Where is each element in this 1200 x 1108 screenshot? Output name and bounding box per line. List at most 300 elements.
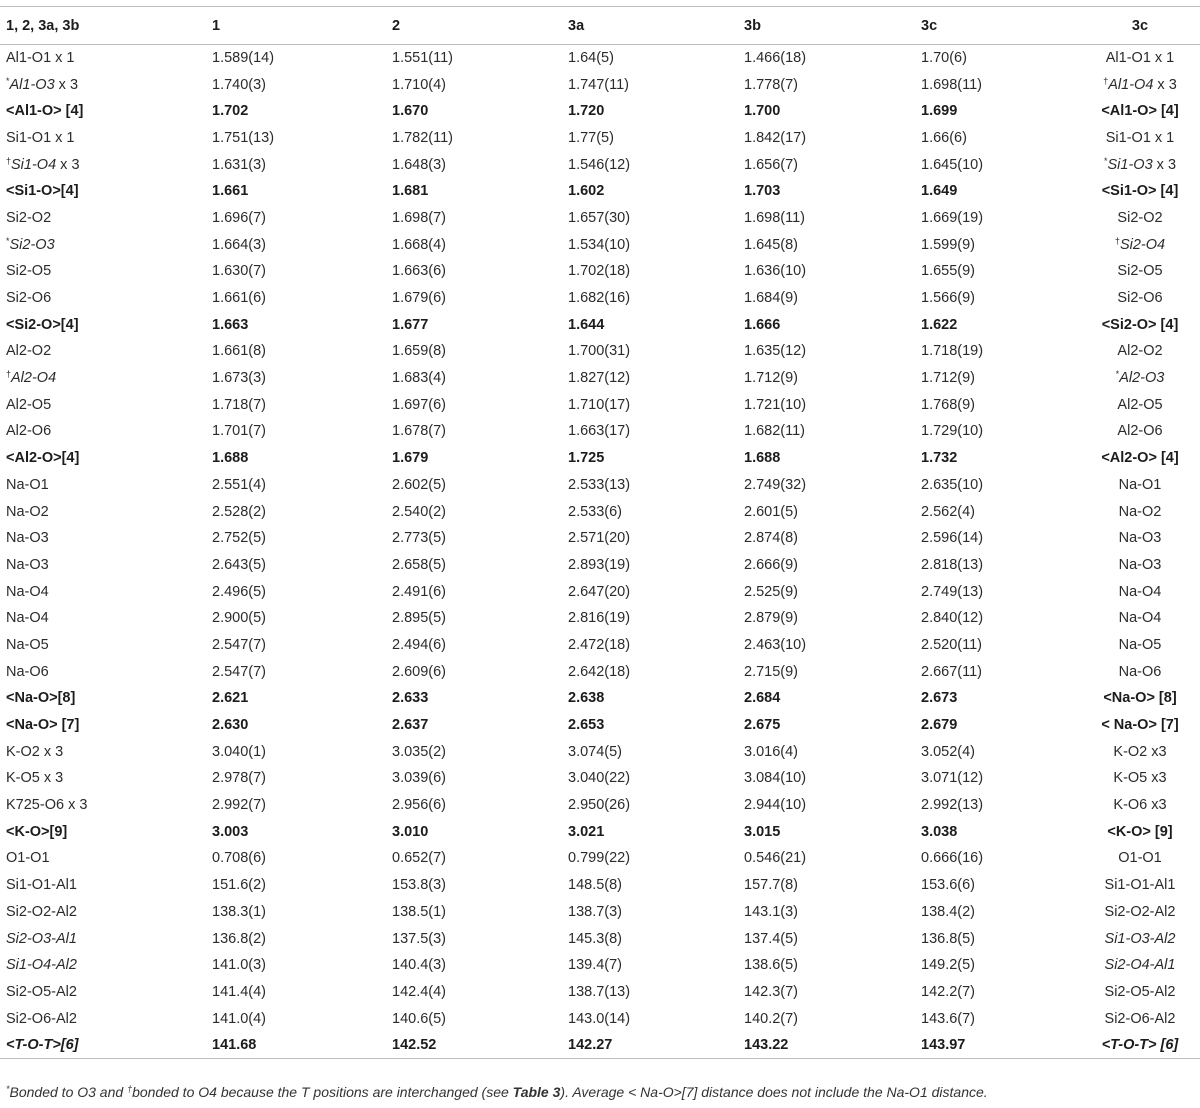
row-label-3c — [1080, 818, 1200, 845]
table-row — [0, 418, 1200, 445]
row-label-3c — [1080, 979, 1200, 1006]
table-row — [0, 685, 1200, 712]
label-text: <Si1-O> [4] — [1101, 183, 1179, 200]
value-cell: 1.664(3) — [212, 236, 267, 253]
value-cell: 2.601(5) — [744, 503, 799, 520]
table-row — [0, 899, 1200, 926]
label-text: <Al1-O> [4] — [6, 103, 84, 120]
value-cell: 157.7(8) — [744, 877, 799, 894]
table-row — [0, 845, 1200, 872]
table-row — [0, 258, 1200, 285]
row-label — [0, 845, 206, 872]
row-label — [0, 45, 206, 72]
footnote-text: bonded to O4 because the T positions are interchanged (see — [132, 1084, 513, 1100]
value-cell: 2.992(13) — [921, 797, 984, 814]
row-label — [0, 472, 206, 499]
table-row — [0, 1005, 1200, 1032]
label-text: Si1-O1 x 1 — [6, 129, 75, 146]
value-cell: 148.5(8) — [568, 877, 623, 894]
value-cell: 2.472(18) — [568, 636, 631, 653]
value-cell: 1.701(7) — [212, 423, 267, 440]
value-cell: 2.547(7) — [212, 663, 267, 680]
table-row — [0, 658, 1200, 685]
label-text: Si2-O3 — [9, 236, 55, 253]
value-cell: 1.546(12) — [568, 156, 631, 173]
label-text: <Al2-O>[4] — [6, 450, 80, 467]
value-cell: 138.5(1) — [392, 903, 447, 920]
label-text: Si2-O5-Al2 — [6, 983, 77, 1000]
label-text: Si1-O1-Al1 — [6, 877, 77, 894]
value-cell: 137.4(5) — [744, 930, 799, 947]
value-cell: 1.670 — [392, 103, 429, 120]
label-text: <Al2-O> [4] — [1101, 450, 1179, 467]
value-cell: 1.663(6) — [392, 263, 447, 280]
value-cell: 0.546(21) — [744, 850, 807, 867]
row-label-3c — [1080, 658, 1200, 685]
value-cell: 143.22 — [738, 1032, 915, 1059]
label-text: Al1-O4 — [1108, 76, 1154, 93]
value-cell: 142.2(7) — [921, 983, 976, 1000]
row-label — [0, 205, 206, 232]
row-label-3c — [1080, 125, 1200, 152]
row-label-3c — [1080, 712, 1200, 739]
value-cell: 2.528(2) — [212, 503, 267, 520]
footnote-text: ). Average < Na-O>[7] distance does not include the Na-O1 distance. — [560, 1084, 988, 1100]
row-label — [0, 498, 206, 525]
value-cell: 3.010 — [392, 823, 429, 840]
label-text: Al2-O5 — [1117, 396, 1163, 413]
row-label — [0, 738, 206, 765]
row-label — [0, 338, 206, 365]
row-label-3c — [1080, 45, 1200, 72]
value-cell: 1.679(6) — [392, 290, 447, 307]
column-header: 1, 2, 3a, 3b — [0, 7, 206, 45]
label-text: Si1-O4 — [11, 156, 57, 173]
label-suffix: x 3 — [56, 156, 80, 173]
value-cell: 138.7(3) — [568, 903, 623, 920]
value-cell: 1.698(11) — [921, 76, 982, 93]
label-text: O1-O1 — [6, 850, 50, 867]
value-cell: 2.893(19) — [568, 556, 631, 573]
table-row — [0, 391, 1200, 418]
value-cell: 1.698(11) — [744, 209, 805, 226]
footnote-mark: † — [1103, 75, 1109, 86]
value-cell: 3.084(10) — [744, 770, 807, 787]
label-text: <Si1-O>[4] — [6, 183, 79, 200]
column-header: 3a — [562, 7, 738, 45]
row-label-3c — [1080, 285, 1200, 312]
label-text: Si1-O4-Al2 — [6, 957, 77, 974]
table-row — [0, 151, 1200, 178]
label-text: Na-O1 — [1118, 476, 1162, 493]
value-cell: 1.534(10) — [568, 236, 631, 253]
label-text: K-O2 x3 — [1113, 743, 1167, 760]
row-label — [0, 1032, 206, 1059]
value-cell: 1.700 — [744, 103, 781, 120]
value-cell: 1.655(9) — [921, 263, 976, 280]
value-cell: 1.669(19) — [921, 209, 984, 226]
value-cell: 1.710(17) — [568, 396, 631, 413]
table-row — [0, 231, 1200, 258]
label-text: <Na-O> [7] — [6, 717, 80, 734]
value-cell: 1.668(4) — [392, 236, 447, 253]
label-text: Si2-O4-Al1 — [1104, 957, 1176, 974]
label-text: Al2-O3 — [1119, 370, 1165, 387]
row-label-3c — [1080, 552, 1200, 579]
value-cell: 1.702 — [212, 103, 249, 120]
value-cell: 2.956(6) — [392, 797, 447, 814]
table-row — [0, 872, 1200, 899]
row-label-3c — [1080, 525, 1200, 552]
label-suffix: x 3 — [1153, 76, 1177, 93]
value-cell: 138.3(1) — [212, 903, 267, 920]
column-header: 3b — [738, 7, 915, 45]
label-text: Na-O4 — [6, 583, 49, 600]
label-text: Al2-O2 — [6, 343, 52, 360]
value-cell: 2.463(10) — [744, 636, 807, 653]
row-label-3c — [1080, 391, 1200, 418]
label-text: <Si2-O>[4] — [6, 316, 79, 333]
value-cell: 2.562(4) — [921, 503, 976, 520]
table-footnote — [6, 1084, 988, 1100]
value-cell: 145.3(8) — [568, 930, 623, 947]
value-cell: 2.643(5) — [212, 556, 267, 573]
row-label-3c — [1080, 178, 1200, 205]
value-cell: 153.6(6) — [921, 877, 976, 894]
table-row — [0, 338, 1200, 365]
value-cell: 138.6(5) — [744, 957, 799, 974]
table-row — [0, 578, 1200, 605]
value-cell: 1.656(7) — [744, 156, 799, 173]
value-cell: 153.8(3) — [392, 877, 447, 894]
value-cell: 1.70(6) — [921, 50, 967, 67]
value-cell: 1.661(8) — [212, 343, 267, 360]
table-row — [0, 738, 1200, 765]
table-row — [0, 205, 1200, 232]
value-cell: 1.630(7) — [212, 263, 267, 280]
label-text: Al2-O5 — [6, 396, 52, 413]
row-label-3c — [1080, 71, 1200, 98]
table-row — [0, 45, 1200, 72]
value-cell: 1.678(7) — [392, 423, 447, 440]
value-cell: 141.4(4) — [212, 983, 267, 1000]
value-cell: 2.653 — [568, 717, 605, 734]
value-cell: 141.0(3) — [212, 957, 267, 974]
value-cell: 1.661 — [212, 183, 249, 200]
value-cell: 1.645(8) — [744, 236, 799, 253]
value-cell: 1.718(19) — [921, 343, 984, 360]
label-text: K-O2 x 3 — [6, 743, 64, 760]
value-cell: 3.003 — [212, 823, 249, 840]
value-cell: 2.551(4) — [212, 476, 267, 493]
row-label — [0, 98, 206, 125]
value-cell: 1.712(9) — [921, 370, 976, 387]
value-cell: 2.684 — [744, 690, 781, 707]
label-text: O1-O1 — [1118, 850, 1162, 867]
value-cell: 2.675 — [744, 717, 781, 734]
label-text: <Al1-O> [4] — [1101, 103, 1179, 120]
value-cell: 1.644 — [568, 316, 605, 333]
label-text: Si2-O6 — [6, 290, 52, 307]
footnote-mark: * — [6, 1084, 10, 1094]
value-cell: 3.039(6) — [392, 770, 447, 787]
row-label-3c — [1080, 445, 1200, 472]
row-label-3c — [1080, 845, 1200, 872]
value-cell: 3.038 — [921, 823, 958, 840]
row-label-3c — [1080, 1005, 1200, 1032]
value-cell: 2.679 — [921, 717, 958, 734]
value-cell: 2.496(5) — [212, 583, 267, 600]
row-label — [0, 872, 206, 899]
value-cell: 1.683(4) — [392, 370, 447, 387]
row-label — [0, 552, 206, 579]
value-cell: 2.635(10) — [921, 476, 984, 493]
row-label — [0, 125, 206, 152]
value-cell: 1.661(6) — [212, 290, 267, 307]
label-text: Al1-O3 — [9, 76, 55, 93]
table-row — [0, 632, 1200, 659]
value-cell: 1.729(10) — [921, 423, 984, 440]
footnote-text: Bonded to O3 and — [9, 1084, 128, 1100]
value-cell: 2.944(10) — [744, 797, 807, 814]
label-text: Na-O3 — [6, 556, 49, 573]
footnote-mark: * — [1103, 155, 1108, 166]
label-text: <T-O-T> [6] — [1101, 1037, 1179, 1054]
table-row — [0, 365, 1200, 392]
label-text: <T-O-T>[6] — [6, 1037, 79, 1054]
row-label — [0, 231, 206, 258]
label-text: <Na-O> [8] — [1103, 690, 1177, 707]
label-text: Si2-O5 — [6, 263, 52, 280]
row-label — [0, 925, 206, 952]
value-cell: 1.696(7) — [212, 209, 267, 226]
value-cell: 2.647(20) — [568, 583, 631, 600]
value-cell: 2.494(6) — [392, 636, 447, 653]
value-cell: 1.702(18) — [568, 263, 631, 280]
row-label-3c — [1080, 418, 1200, 445]
value-cell: 1.718(7) — [212, 396, 267, 413]
row-label — [0, 952, 206, 979]
value-cell: 2.596(14) — [921, 530, 984, 547]
label-text: Na-O2 — [1118, 503, 1162, 520]
value-cell: 142.27 — [562, 1032, 738, 1059]
value-cell: 2.879(9) — [744, 610, 799, 627]
value-cell: 2.520(11) — [921, 636, 982, 653]
label-text: Si2-O2-Al2 — [6, 903, 77, 920]
footnote-mark: † — [1114, 235, 1120, 246]
row-label — [0, 605, 206, 632]
label-text: Al2-O4 — [11, 370, 57, 387]
row-label-3c — [1080, 765, 1200, 792]
value-cell: 3.052(4) — [921, 743, 976, 760]
value-cell: 1.747(11) — [568, 76, 629, 93]
value-cell: 1.720 — [568, 103, 605, 120]
value-cell: 138.4(2) — [921, 903, 976, 920]
value-cell: 1.663 — [212, 316, 249, 333]
label-text: Si2-O2 — [1117, 209, 1163, 226]
table-row — [0, 765, 1200, 792]
value-cell: 2.667(11) — [921, 663, 982, 680]
table-row — [0, 311, 1200, 338]
value-cell: 1.622 — [921, 316, 958, 333]
footnote-mark: * — [1115, 369, 1120, 380]
value-cell: 1.64(5) — [568, 50, 614, 67]
value-cell: 140.2(7) — [744, 1010, 799, 1027]
column-header: 3c — [915, 7, 1080, 45]
value-cell: 1.782(11) — [392, 129, 453, 146]
row-label — [0, 765, 206, 792]
label-text: K-O5 x3 — [1113, 770, 1167, 787]
label-text: Si2-O3-Al1 — [6, 930, 77, 947]
label-text: Si1-O3-Al2 — [1104, 930, 1176, 947]
label-text: Si2-O4 — [1119, 236, 1166, 253]
table-row — [0, 818, 1200, 845]
label-text: Na-O5 — [1118, 636, 1162, 653]
value-cell: 2.816(19) — [568, 610, 631, 627]
label-text: Si1-O1-Al1 — [1104, 877, 1176, 894]
row-label-3c — [1080, 231, 1200, 258]
label-text: Si2-O6-Al2 — [6, 1010, 77, 1027]
value-cell: 2.749(13) — [921, 583, 984, 600]
value-cell: 3.071(12) — [921, 770, 984, 787]
value-cell: 3.015 — [744, 823, 781, 840]
table-reference: Table 3 — [512, 1084, 561, 1100]
label-text: Al1-O1 x 1 — [6, 50, 75, 67]
label-text: Na-O3 — [1118, 530, 1162, 547]
label-text: Na-O4 — [6, 610, 49, 627]
value-cell: 2.818(13) — [921, 556, 984, 573]
value-cell: 0.708(6) — [212, 850, 267, 867]
label-text: K725-O6 x 3 — [6, 797, 88, 814]
value-cell: 1.66(6) — [921, 129, 967, 146]
row-label-3c — [1080, 685, 1200, 712]
value-cell: 2.950(26) — [568, 797, 631, 814]
label-text: Si2-O5-Al2 — [1104, 983, 1176, 1000]
value-cell: 2.637 — [392, 717, 429, 734]
row-label-3c — [1080, 98, 1200, 125]
value-cell: 1.842(17) — [744, 129, 807, 146]
label-text: Na-O5 — [6, 636, 49, 653]
value-cell: 1.659(8) — [392, 343, 447, 360]
footnote-mark: † — [6, 369, 12, 380]
value-cell: 140.6(5) — [392, 1010, 447, 1027]
value-cell: 142.52 — [386, 1032, 562, 1059]
value-cell: 1.77(5) — [568, 129, 614, 146]
label-text: K-O5 x 3 — [6, 770, 64, 787]
row-label — [0, 658, 206, 685]
value-cell: 1.466(18) — [744, 50, 807, 67]
label-text: Na-O2 — [6, 503, 49, 520]
label-text: <K-O>[9] — [6, 823, 68, 840]
table-row — [0, 498, 1200, 525]
table-row — [0, 1032, 1200, 1059]
value-cell: 2.900(5) — [212, 610, 267, 627]
label-text: Al1-O1 x 1 — [1105, 50, 1175, 67]
value-cell: 1.688 — [744, 450, 781, 467]
table-row — [0, 445, 1200, 472]
row-label-3c — [1080, 899, 1200, 926]
value-cell: 3.021 — [568, 823, 605, 840]
value-cell: 1.699 — [921, 103, 958, 120]
value-cell: 2.752(5) — [212, 530, 267, 547]
label-text: Al2-O6 — [1117, 423, 1163, 440]
value-cell: 1.648(3) — [392, 156, 447, 173]
label-text: Na-O4 — [1118, 610, 1162, 627]
value-cell: 140.4(3) — [392, 957, 447, 974]
value-cell: 1.712(9) — [744, 370, 799, 387]
row-label-3c — [1080, 151, 1200, 178]
value-cell: 142.3(7) — [744, 983, 799, 1000]
value-cell: 143.97 — [915, 1032, 1080, 1059]
row-label — [0, 258, 206, 285]
value-cell: 1.751(13) — [212, 129, 275, 146]
value-cell: 3.040(22) — [568, 770, 631, 787]
value-cell: 1.599(9) — [921, 236, 976, 253]
row-label-3c — [1080, 258, 1200, 285]
footnote-mark: † — [127, 1084, 133, 1094]
label-text: Si1-O1 x 1 — [1105, 129, 1175, 146]
value-cell: 2.715(9) — [744, 663, 799, 680]
value-cell: 141.68 — [206, 1032, 386, 1059]
row-label-3c — [1080, 498, 1200, 525]
value-cell: 1.768(9) — [921, 396, 976, 413]
value-cell: 1.700(31) — [568, 343, 631, 360]
value-cell: 2.749(32) — [744, 476, 807, 493]
label-text: Al2-O6 — [6, 423, 52, 440]
footnote-mark: * — [6, 235, 10, 246]
value-cell: 1.657(30) — [568, 209, 631, 226]
label-text: Na-O3 — [6, 530, 49, 547]
value-cell: 2.895(5) — [392, 610, 447, 627]
row-label-3c — [1080, 872, 1200, 899]
label-text: < Na-O> [7] — [1101, 717, 1179, 734]
value-cell: 1.677 — [392, 316, 429, 333]
bond-distance-table — [0, 6, 1200, 1059]
row-label-3c — [1080, 205, 1200, 232]
table-header-row — [0, 7, 1200, 45]
value-cell: 1.721(10) — [744, 396, 807, 413]
label-suffix: x 3 — [1152, 156, 1177, 173]
value-cell: 138.7(13) — [568, 983, 631, 1000]
value-cell: 0.666(16) — [921, 850, 984, 867]
row-label — [0, 1005, 206, 1032]
value-cell: 2.992(7) — [212, 797, 267, 814]
row-label-3c — [1080, 925, 1200, 952]
value-cell: 1.732 — [921, 450, 958, 467]
value-cell: 0.799(22) — [568, 850, 631, 867]
value-cell: 2.602(5) — [392, 476, 447, 493]
label-text: <Na-O>[8] — [6, 690, 76, 707]
value-cell: 0.652(7) — [392, 850, 447, 867]
row-label — [0, 525, 206, 552]
label-text: Si2-O2-Al2 — [1104, 903, 1176, 920]
label-text: Al2-O2 — [1117, 343, 1163, 360]
row-label — [0, 311, 206, 338]
value-cell: 1.688 — [212, 450, 249, 467]
row-label — [0, 792, 206, 819]
value-cell: 2.673 — [921, 690, 958, 707]
row-label — [0, 979, 206, 1006]
value-cell: 1.566(9) — [921, 290, 976, 307]
table-row — [0, 525, 1200, 552]
value-cell: 2.978(7) — [212, 770, 267, 787]
row-label — [0, 391, 206, 418]
value-cell: 149.2(5) — [921, 957, 976, 974]
value-cell: 143.1(3) — [744, 903, 799, 920]
row-label — [0, 365, 206, 392]
table-row — [0, 98, 1200, 125]
row-label-3c — [1080, 578, 1200, 605]
